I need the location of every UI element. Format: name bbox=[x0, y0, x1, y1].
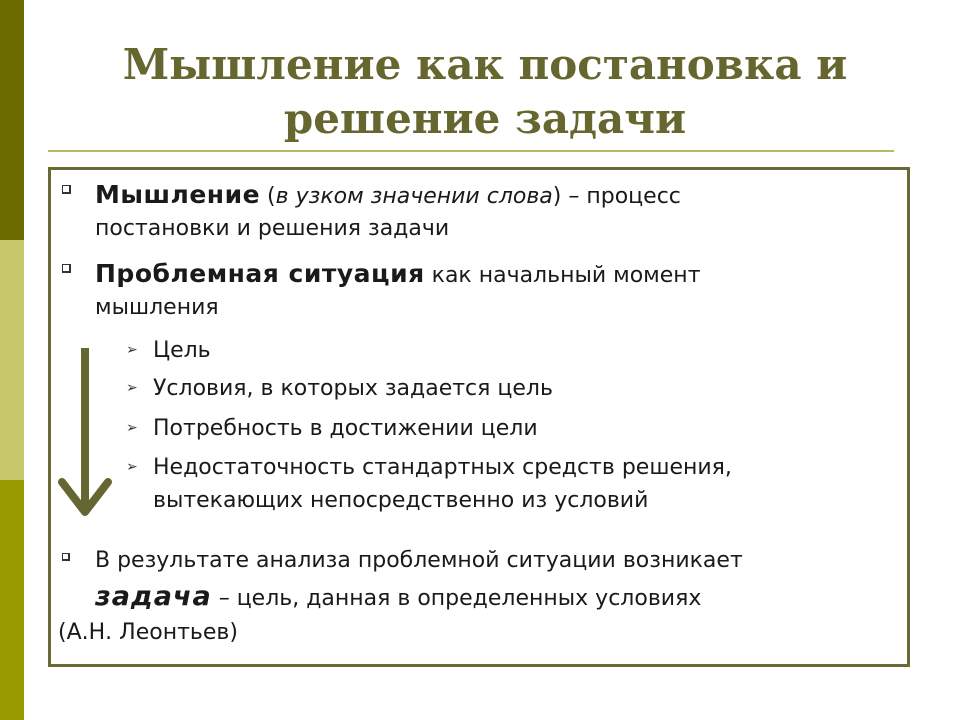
sidebar-segment-dark bbox=[0, 0, 24, 240]
slide-title bbox=[60, 38, 910, 146]
term-thinking: Мышление bbox=[95, 180, 261, 209]
sidebar-segment-olive bbox=[0, 480, 24, 720]
subitem-goal: Цель bbox=[153, 338, 211, 363]
term-problem-situation: Проблемная ситуация bbox=[95, 259, 425, 288]
bullet-2-line-1 bbox=[95, 259, 701, 291]
subitem-insufficiency-line-2: вытекающих непосредственно из условий bbox=[153, 488, 649, 513]
subitem-conditions: Условия, в которых задается цель bbox=[153, 376, 553, 401]
citation: (А.Н. Леонтьев) bbox=[58, 620, 238, 645]
square-bullet-icon bbox=[62, 185, 71, 194]
sidebar-decoration bbox=[0, 0, 24, 720]
title-divider bbox=[48, 150, 894, 152]
down-arrow-icon bbox=[56, 348, 116, 520]
chevron-right-icon: ➢ bbox=[126, 459, 138, 475]
bullet-2-line-2: мышления bbox=[95, 295, 219, 320]
bullet-2-rest: как начальный момент bbox=[424, 263, 701, 288]
sidebar-segment-light bbox=[0, 240, 24, 480]
square-bullet-icon bbox=[62, 553, 70, 561]
italic-note: в узком значении слова bbox=[275, 184, 553, 209]
title-line-2: решение задачи bbox=[283, 94, 687, 143]
subitem-need: Потребность в достижении цели bbox=[153, 416, 538, 441]
chevron-right-icon: ➢ bbox=[126, 380, 138, 396]
bullet-3-rest: – цель, данная в определенных условиях bbox=[211, 586, 702, 611]
bullet-3-line-1: В результате анализа проблемной ситуации возникает bbox=[95, 548, 743, 573]
bullet-3-line-2 bbox=[95, 582, 701, 614]
chevron-right-icon: ➢ bbox=[126, 342, 138, 358]
bullet-1-line-1: Мышление (в узком значении слова) – процесс bbox=[95, 180, 681, 209]
square-bullet-icon bbox=[62, 264, 71, 273]
chevron-right-icon: ➢ bbox=[126, 420, 138, 436]
subitem-insufficiency-line-1: Недостаточность стандартных средств решения, bbox=[153, 455, 732, 480]
bullet-1-rest: – процесс bbox=[561, 184, 681, 209]
title-line-1: Мышление как постановка и bbox=[122, 40, 848, 89]
bullet-1-line-2: постановки и решения задачи bbox=[95, 216, 450, 241]
term-task: задача bbox=[95, 581, 212, 612]
